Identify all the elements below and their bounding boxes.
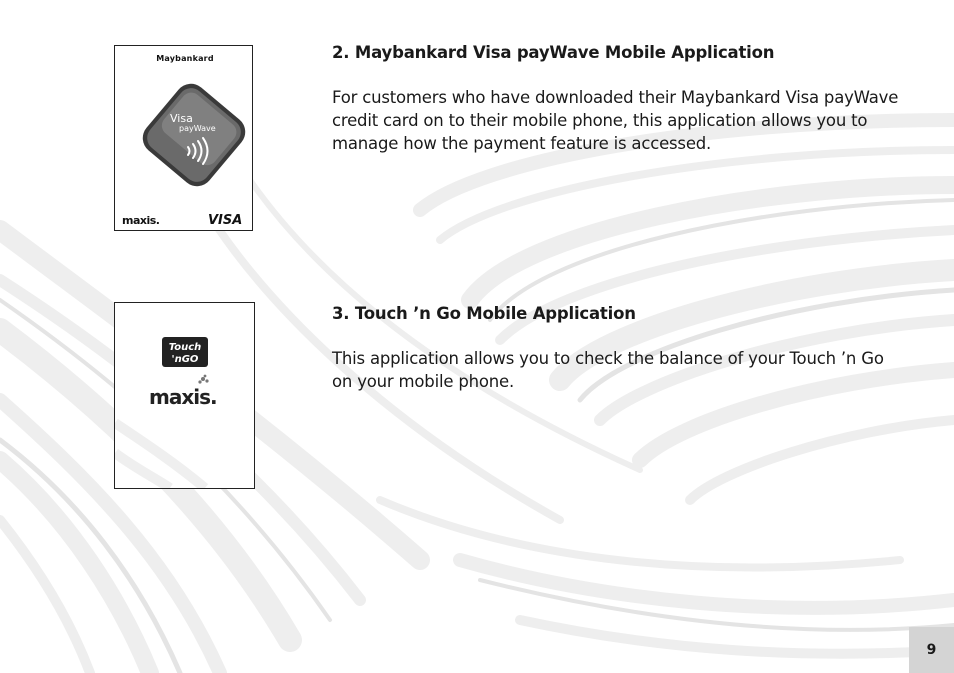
card-visa-text: Visa xyxy=(170,112,193,125)
section-body: For customers who have downloaded their Maybankard Visa payWave credit card on to their mobile phone, this application allows you to manage how the payment feature is accessed. xyxy=(332,88,899,153)
maxis-flower-icon xyxy=(198,375,208,384)
maybankard-logo: Maybankard xyxy=(156,54,214,63)
svg-text:'nGO: 'nGO xyxy=(171,354,199,365)
maxis-logo: maxis. xyxy=(122,214,160,227)
touchngo-logo xyxy=(162,337,208,367)
section-body: This application allows you to check the balance of your Touch ’n Go on your mobile phone. xyxy=(332,349,884,391)
section-touchngo xyxy=(332,303,912,393)
svg-text:Touch: Touch xyxy=(168,342,202,353)
touchngo-thumbnail xyxy=(114,302,255,489)
page-number: 9 xyxy=(909,627,954,673)
card-paywave-text: payWave xyxy=(179,124,216,133)
maxis-logo: maxis. xyxy=(149,385,217,409)
section-maybankard-paywave xyxy=(332,42,912,155)
paywave-card-graphic xyxy=(136,77,252,193)
visa-logo: VISA xyxy=(208,213,243,228)
section-heading: 3. Touch ’n Go Mobile Application xyxy=(332,304,636,323)
faint-background-graphic xyxy=(115,423,205,488)
section-heading: 2. Maybankard Visa payWave Mobile Application xyxy=(332,43,775,62)
maybankard-paywave-thumbnail xyxy=(114,45,253,231)
